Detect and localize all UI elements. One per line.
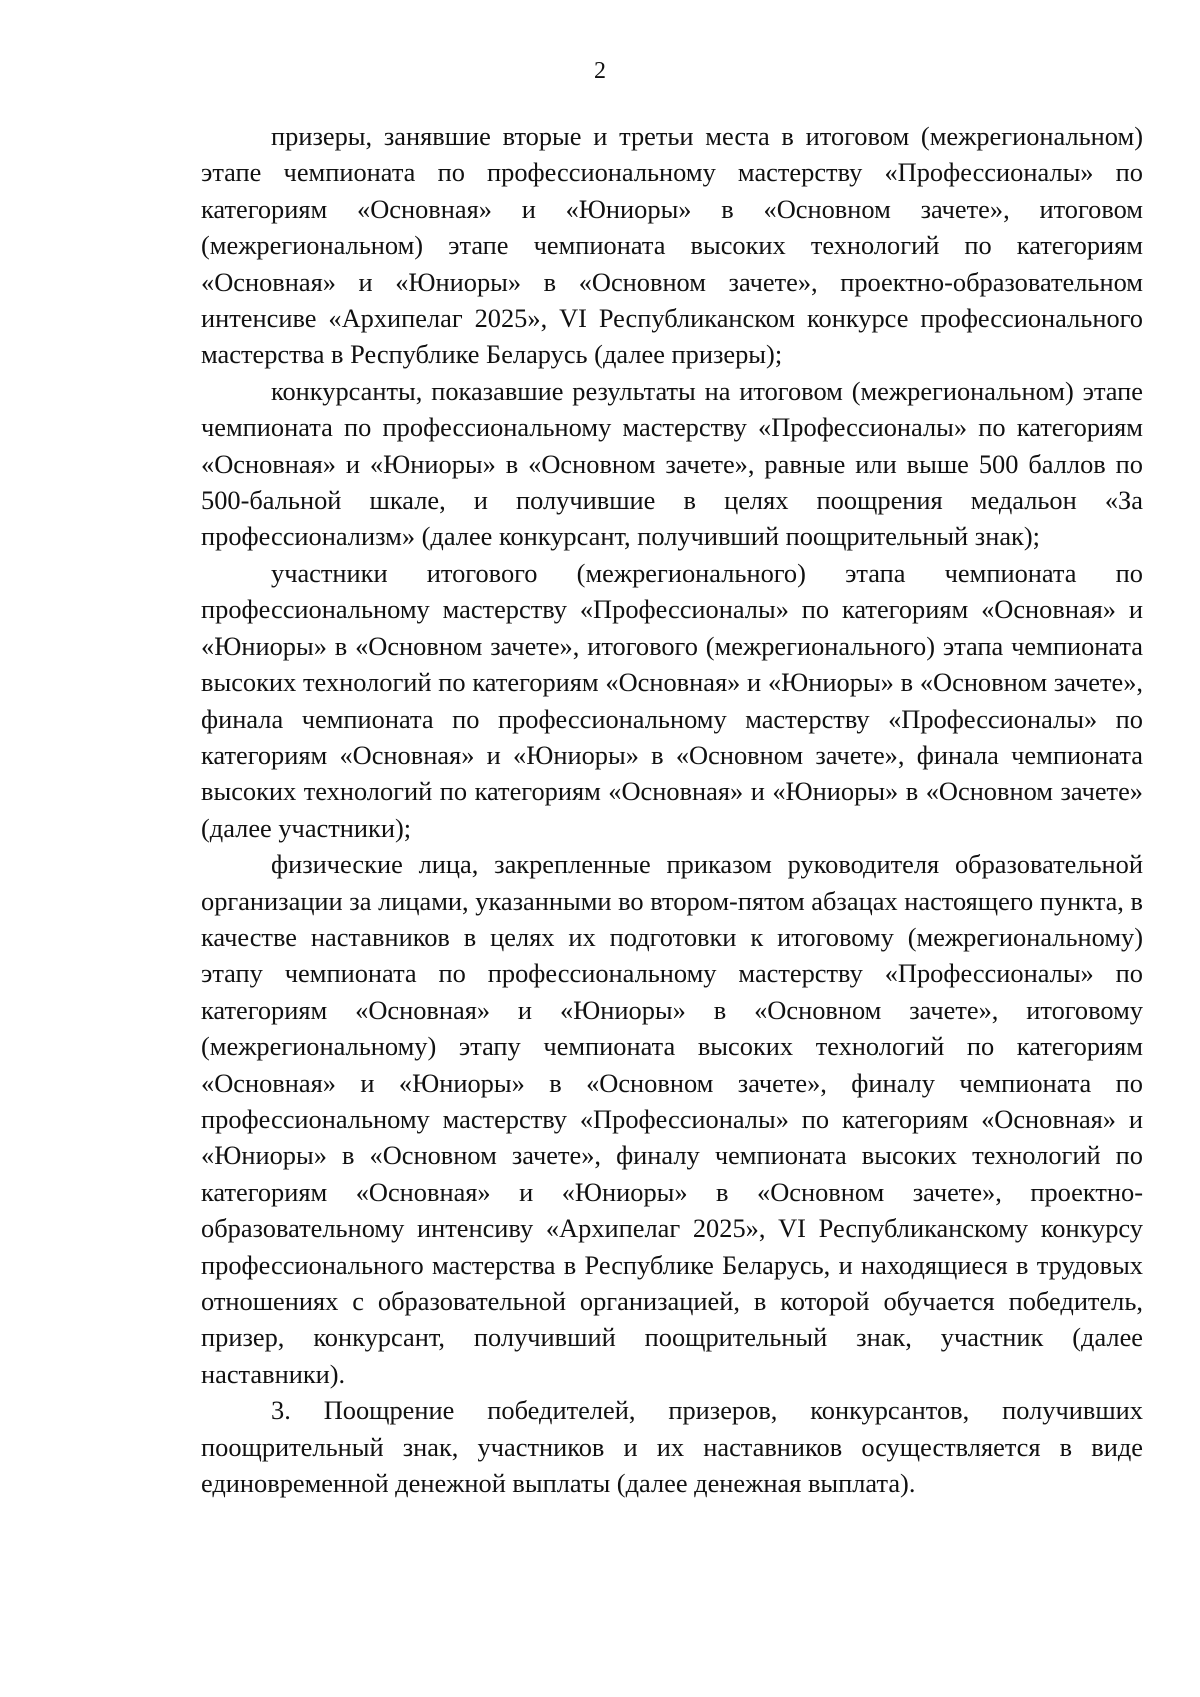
page-number: 2 <box>594 58 606 84</box>
document-body <box>201 118 1143 1501</box>
paragraph-prizewinners: призеры, занявшие вторые и третьи места в итоговом (межрегиональном) этапе чемпионата по профессиональному мастерству «Профессионалы» по категориям «Основная» и «Юниоры» в «Основном зачете», итоговом (межрегиональном) этапе чемпионата высоких технологий по категориям «Основная» и «Юниоры» в «Основном зачете», проектно-образовательном интенсиве «Архипелаг 2025», VI Республиканском конкурсе профессионального мастерства в Республике Беларусь (далее призеры); <box>201 121 1143 370</box>
paragraph-participants: участники итогового (межрегионального) этапа чемпионата по профессиональному мастерству «Профессионалы» по категориям «Основная» и «Юниоры» в «Основном зачете», итогового (межрегионального) этапа чемпионата высоких технологий по категориям «Основная» и «Юниоры» в «Основном зачете», финала чемпионата по профессиональному мастерству «Профессионалы» по категориям «Основная» и «Юниоры» в «Основном зачете», финала чемпионата высоких технологий по категориям «Основная» и «Юниоры» в «Основном зачете» (далее участники); <box>201 557 1143 843</box>
paragraph-mentors: физические лица, закрепленные приказом руководителя образовательной организации за лицами, указанными во втором-пятом абзацах настоящего пункта, в качестве наставников в целях их подготовки к итоговому (межрегиональному) этапу чемпионата по профессиональному мастерству «Профессионалы» по категориям «Основная» и «Юниоры» в «Основном зачете», итоговому (межрегиональному) этапу чемпионата высоких технологий по категориям «Основная» и «Юниоры» в «Основном зачете», финалу чемпионата по профессиональному мастерству «Профессионалы» по категориям «Основная» и «Юниоры» в «Основном зачете», финалу чемпионата высоких технологий по категориям «Основная» и «Юниоры» в «Основном зачете», проектно-образовательному интенсиву «Архипелаг 2025», VI Республиканскому конкурсу профессионального мастерства в Республике Беларусь, и находящиеся в трудовых отношениях с образовательной организацией, в которой обучается победитель, призер, конкурсант, получивший поощрительный знак, участник (далее наставники). <box>201 849 1143 1389</box>
paragraph-item-3: 3. Поощрение победителей, призеров, конкурсантов, получивших поощрительный знак, участников и их наставников осуществляется в виде единовременной денежной выплаты (далее денежная выплата). <box>201 1395 1143 1499</box>
paragraph-contestants: конкурсанты, показавшие результаты на итоговом (межрегиональном) этапе чемпионата по профессиональному мастерству «Профессионалы» по категориям «Основная» и «Юниоры» в «Основном зачете», равные или выше 500 баллов по 500-бальной шкале, и получившие в целях поощрения медальон «За профессионализм» (далее конкурсант, получивший поощрительный знак); <box>201 375 1143 552</box>
